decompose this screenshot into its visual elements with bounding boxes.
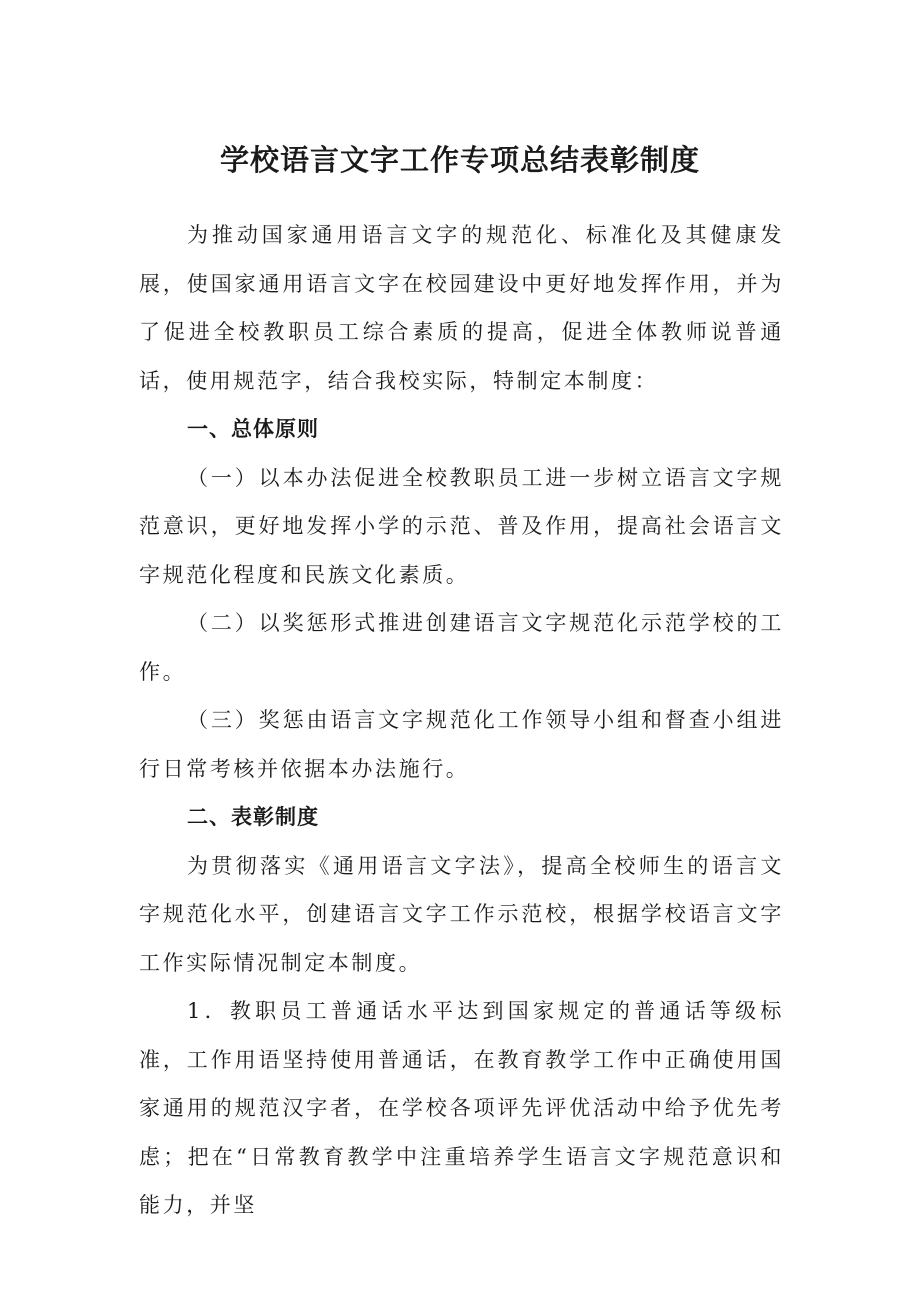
- principle-item-2: （二）以奖惩形式推进创建语言文字规范化示范学校的工作。: [139, 611, 784, 684]
- document-title: 学校语言文字工作专项总结表彰制度: [219, 143, 700, 177]
- principle-item-3: （三）奖惩由语言文字规范化工作领导小组和督查小组进行日常考核并依据本办法施行。: [139, 708, 784, 781]
- intro-paragraph: 为推动国家通用语言文字的规范化、标准化及其健康发展，使国家通用语言文字在校园建设中更好地发挥作用，并为了促进全校教职员工综合素质的提高，促进全体教师说普通话，使用规范字，结合我校实际，特制定本制度：: [139, 223, 784, 393]
- section-heading-commendation: 二、表彰制度: [187, 805, 319, 829]
- document-body: [139, 211, 784, 1230]
- commendation-item-1: 1．教职员工普通话水平达到国家规定的普通话等级标准，工作用语坚持使用普通话，在教育教学工作中正确使用国家通用的规范汉字者，在学校各项评先评优活动中给予优先考虑；把在“日常教育教学中注重培养学生语言文字规范意识和能力，并坚: [139, 999, 784, 1217]
- principle-item-1: （一）以本办法促进全校教职员工进一步树立语言文字规范意识，更好地发挥小学的示范、普及作用，提高社会语言文字规范化程度和民族文化素质。: [139, 465, 784, 587]
- section-heading-general-principles: 一、总体原则: [187, 417, 319, 441]
- commendation-intro-paragraph: 为贯彻落实《通用语言文字法》，提高全校师生的语言文字规范化水平，创建语言文字工作示范校，根据学校语言文字工作实际情况制定本制度。: [139, 853, 784, 975]
